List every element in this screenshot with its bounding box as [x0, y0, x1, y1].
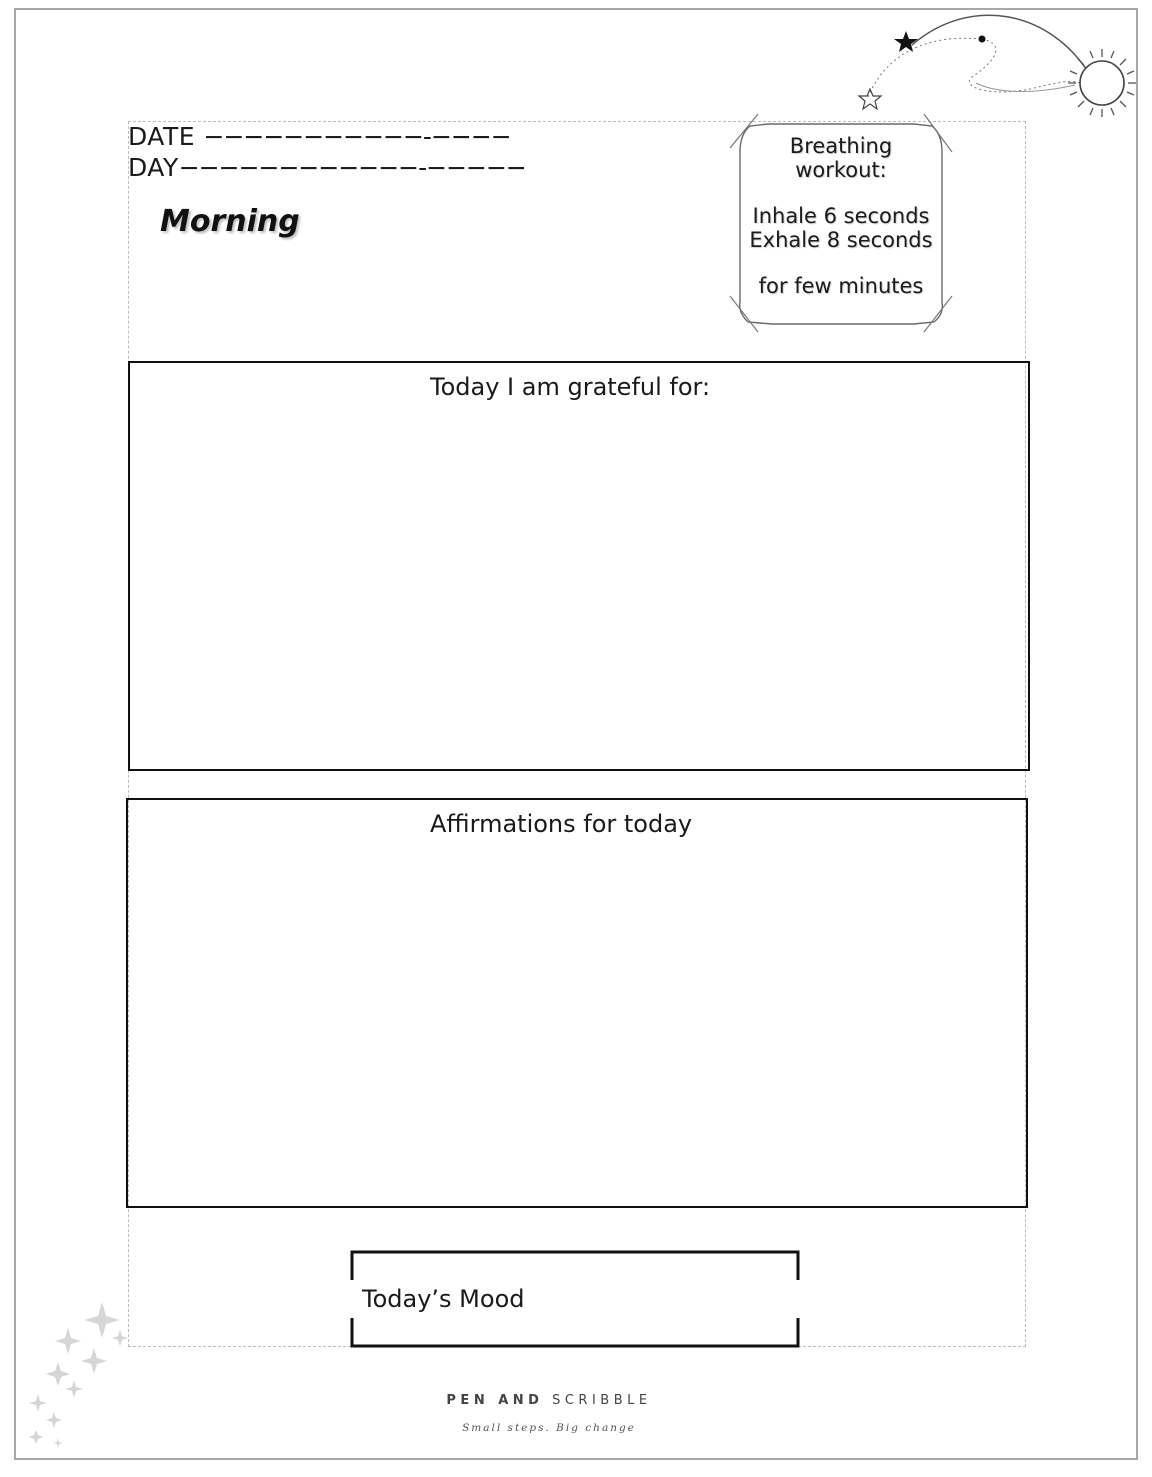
date-rule: −−−−−−−−−−−-−−−−: [203, 122, 511, 151]
grateful-title: Today I am grateful for:: [430, 373, 711, 401]
brand-light: SCRIBBLE: [552, 1393, 652, 1408]
grateful-section[interactable]: [128, 361, 1030, 771]
brand-bold: PEN AND: [446, 1393, 544, 1408]
breathing-title-line2: workout:: [795, 158, 887, 182]
star-icon: [894, 31, 918, 52]
breathing-title-line1: Breathing: [789, 134, 893, 158]
brand-tagline: Small steps. Big change: [462, 1422, 636, 1434]
mood-label: Today’s Mood: [362, 1285, 525, 1313]
day-line[interactable]: [128, 153, 526, 182]
brand-name: [0, 1393, 1098, 1408]
day-rule: −−−−−−−−−−−−-−−−−−: [178, 153, 526, 182]
affirmations-section[interactable]: [126, 798, 1028, 1208]
sun-icon: [1068, 49, 1136, 117]
duration-instruction: for few minutes: [758, 274, 924, 298]
exhale-instruction: Exhale 8 seconds: [749, 228, 933, 252]
sparkle-icon: [24, 1300, 134, 1460]
morning-heading: Morning: [160, 204, 300, 239]
day-label: DAY: [128, 153, 179, 182]
date-line[interactable]: [128, 122, 511, 151]
date-label: DATE: [128, 122, 196, 151]
affirmations-title: Affirmations for today: [430, 810, 693, 838]
breathing-workout: [728, 134, 954, 298]
inhale-instruction: Inhale 6 seconds: [752, 204, 930, 228]
celestial-decoration: [850, 5, 1145, 125]
